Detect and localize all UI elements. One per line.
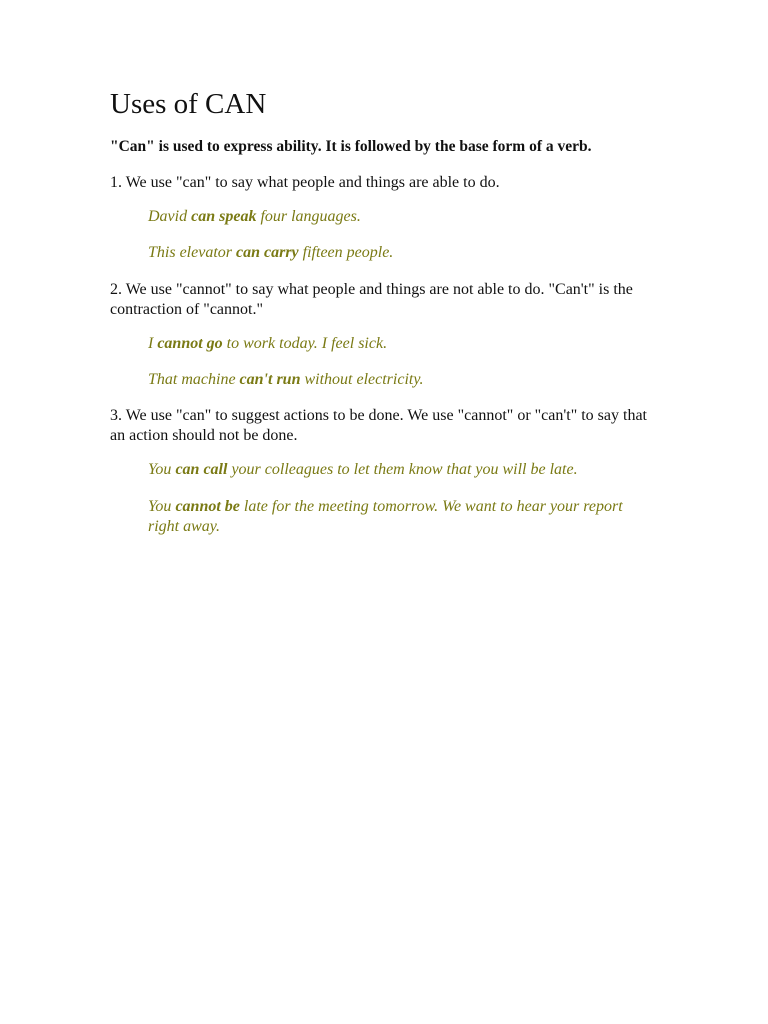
section-1-text: 1. We use "can" to say what people and things are able to do. bbox=[110, 174, 500, 191]
example-2-1-before: I bbox=[148, 335, 158, 352]
example-1-1-bold: can speak bbox=[191, 208, 257, 225]
example-2-2-before: That machine bbox=[148, 371, 240, 388]
intro-text: "Can" is used to express ability. It is followed by the base form of a verb. bbox=[110, 138, 592, 155]
example-3-2-before: You bbox=[148, 498, 176, 515]
example-3-1-bold: can call bbox=[175, 461, 228, 478]
example-1-2-before: This elevator bbox=[148, 244, 236, 261]
example-3-1 bbox=[148, 460, 648, 480]
example-3-2 bbox=[148, 497, 648, 537]
example-3-1-before: You bbox=[148, 461, 176, 478]
example-1-1-after: four languages. bbox=[256, 208, 361, 225]
example-3-2-after: late for the meeting tomorrow. We want to hear your report right away. bbox=[148, 498, 623, 535]
section-3-text: 3. We use "can" to suggest actions to be done. We use "cannot" or "can't" to say that an action should not be done. bbox=[110, 407, 647, 444]
example-2-2-after: without electricity. bbox=[300, 371, 424, 388]
example-2-1-after: to work today. I feel sick. bbox=[222, 335, 388, 352]
example-3-2-bold: cannot be bbox=[175, 498, 240, 515]
example-1-1 bbox=[148, 207, 648, 227]
example-3-1-after: your colleagues to let them know that you will be late. bbox=[227, 461, 578, 478]
example-2-1 bbox=[148, 334, 648, 354]
example-1-1-before: David bbox=[148, 208, 192, 225]
example-1-2-after: fifteen people. bbox=[298, 244, 394, 261]
section-2-text: 2. We use "cannot" to say what people and things are not able to do. "Can't" is the contraction of "cannot." bbox=[110, 281, 633, 318]
example-1-2-bold: can carry bbox=[236, 244, 299, 261]
page-title: Uses of CAN bbox=[110, 88, 267, 120]
example-2-1-bold: cannot go bbox=[157, 335, 223, 352]
example-2-2 bbox=[148, 370, 648, 390]
example-1-2 bbox=[148, 243, 648, 263]
example-2-2-bold: can't run bbox=[239, 371, 301, 388]
